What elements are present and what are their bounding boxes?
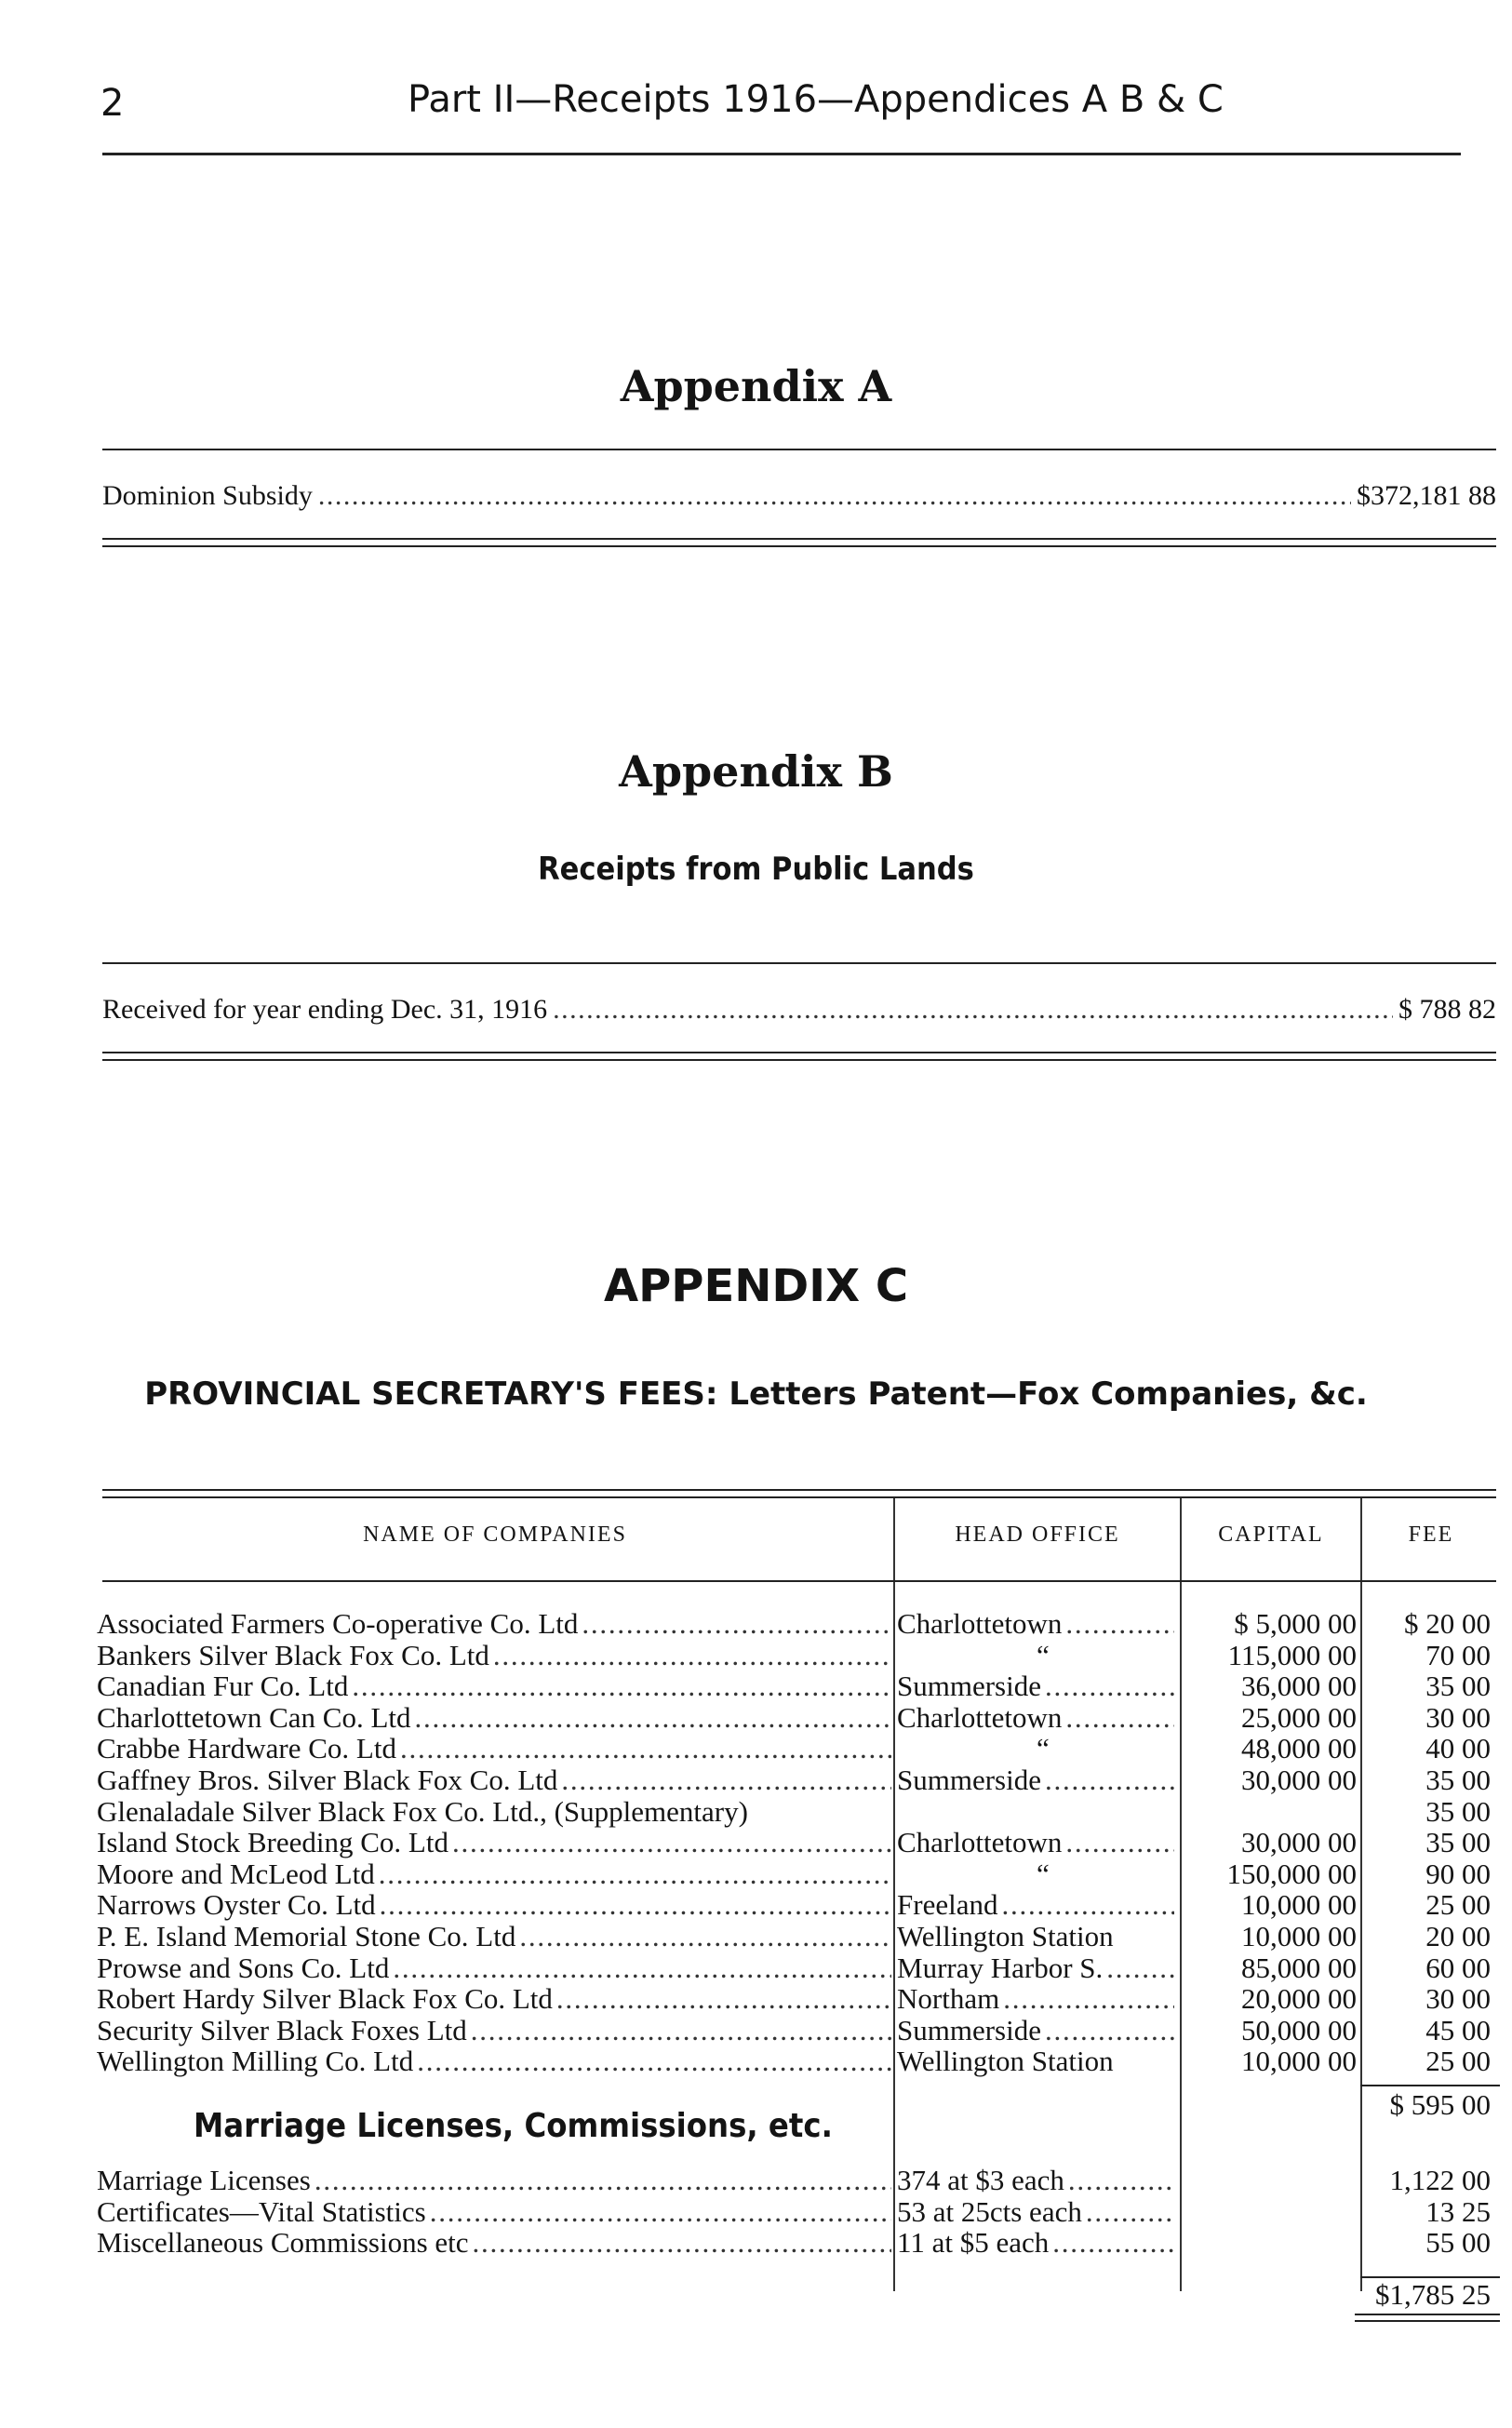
head-office: “ <box>1037 1639 1050 1671</box>
company-name-cell <box>97 2046 893 2077</box>
head-office-cell <box>897 1640 1176 1671</box>
appendix-b-top-rule <box>102 962 1496 964</box>
fee: 45 00 <box>1425 2014 1491 2046</box>
public-lands-label: Received for year ending Dec. 31, 1916 <box>102 994 548 1025</box>
head-office: Summerside <box>897 2014 1041 2046</box>
company-name-cell <box>97 1733 893 1764</box>
head-office-cell <box>897 1796 1176 1828</box>
dominion-subsidy-label: Dominion Subsidy <box>102 480 313 511</box>
subtotal-rule <box>1360 2085 1500 2086</box>
head-office-cell <box>897 2046 1176 2077</box>
company-name-cell <box>97 1827 893 1858</box>
quantity: 11 at $5 each <box>897 2226 1050 2259</box>
company-name-cell <box>97 1952 893 1984</box>
appendix-c-subtitle: PROVINCIAL SECRETARY'S FEES: Letters Patent—Fox Companies, &c. <box>144 1375 1368 1413</box>
item-name: Certificates—Vital Statistics <box>97 2195 426 2228</box>
head-office-cell <box>897 1670 1176 1702</box>
head-office: Summerside <box>897 1764 1041 1796</box>
appendix-b-double-rule <box>102 1052 1496 1061</box>
fee: 35 00 <box>1425 1670 1491 1702</box>
capital: 25,000 00 <box>1241 1701 1357 1734</box>
quantity-cell <box>897 2227 1176 2259</box>
capital: 150,000 00 <box>1226 1858 1357 1890</box>
leader-dots <box>1052 2227 1174 2259</box>
head-office-cell <box>897 1827 1176 1858</box>
quantity-cell <box>897 2196 1176 2228</box>
public-lands-row <box>102 994 1496 1026</box>
capital: 10,000 00 <box>1241 2045 1357 2077</box>
leader-dots <box>379 1858 891 1890</box>
company-name: Crabbe Hardware Co. Ltd <box>97 1732 396 1764</box>
leader-dots <box>380 1889 891 1921</box>
head-office: Freeland <box>897 1888 998 1921</box>
leader-dots <box>561 1764 891 1796</box>
capital: 115,000 00 <box>1227 1639 1357 1671</box>
column-header-capital: CAPITAL <box>1218 1523 1324 1547</box>
fee: 90 00 <box>1425 1858 1491 1890</box>
leader-dots <box>556 1983 891 2015</box>
column-header-office: HEAD OFFICE <box>955 1523 1120 1547</box>
total-double-rule <box>1355 2314 1500 2322</box>
leader-dots <box>1003 1983 1174 2015</box>
running-title: Part II—Receipts 1916—Appendices A B & C <box>408 78 1224 121</box>
item-name-cell <box>97 2227 893 2259</box>
appendix-c-title: APPENDIX C <box>603 1260 909 1312</box>
fee: 30 00 <box>1425 1701 1491 1734</box>
leader-dots <box>1045 1764 1174 1796</box>
leader-dots <box>519 1921 891 1952</box>
head-office: Wellington Station <box>897 1920 1114 1952</box>
head-office-cell <box>897 2015 1176 2046</box>
item-name: Miscellaneous Commissions etc <box>97 2226 469 2259</box>
leader-dots <box>1045 1670 1174 1702</box>
company-name-cell <box>97 1764 893 1796</box>
capital: 20,000 00 <box>1241 1982 1357 2015</box>
capital: 85,000 00 <box>1241 1952 1357 1984</box>
item-name: Marriage Licenses <box>97 2164 311 2196</box>
appendix-b-subtitle: Receipts from Public Lands <box>538 851 974 888</box>
company-name: P. E. Island Memorial Stone Co. Ltd <box>97 1920 516 1952</box>
capital: 48,000 00 <box>1241 1732 1357 1764</box>
company-name: Robert Hardy Silver Black Fox Co. Ltd <box>97 1982 553 2015</box>
company-name: Canadian Fur Co. Ltd <box>97 1670 349 1702</box>
leader-dots <box>1065 1608 1174 1640</box>
public-lands-amount: $ 788 82 <box>1398 994 1496 1025</box>
fee: 35 00 <box>1425 1826 1491 1858</box>
column-divider-office <box>893 1498 895 2291</box>
capital: 30,000 00 <box>1241 1764 1357 1796</box>
leader-dots <box>1065 1702 1174 1734</box>
fee: $ 20 00 <box>1404 1607 1491 1640</box>
column-header-name: NAME OF COMPANIES <box>363 1523 627 1547</box>
leader-dots <box>582 1608 891 1640</box>
leader-dots <box>400 1733 891 1764</box>
capital: 30,000 00 <box>1241 1826 1357 1858</box>
fee: 25 00 <box>1425 2045 1491 2077</box>
appendix-a-title: Appendix A <box>620 361 892 411</box>
column-divider-capital <box>1180 1498 1182 2291</box>
fees-subtotal: $ 595 00 <box>1389 2088 1491 2121</box>
leader-dots <box>415 1702 891 1734</box>
appendix-b-title: Appendix B <box>619 746 893 797</box>
head-office: Wellington Station <box>897 2045 1114 2077</box>
fee: 60 00 <box>1425 1952 1491 1984</box>
head-office-cell <box>897 1983 1176 2015</box>
head-office: Charlottetown <box>897 1607 1063 1640</box>
company-name-cell <box>97 1702 893 1734</box>
head-office: “ <box>1037 1732 1050 1764</box>
column-divider-fee <box>1360 1498 1362 2291</box>
leader-dots <box>1106 1952 1174 1984</box>
head-office: Summerside <box>897 1670 1041 1702</box>
head-office-cell <box>897 1608 1176 1640</box>
fee: 13 25 <box>1425 2195 1491 2228</box>
leader-dots <box>473 2227 891 2259</box>
fee: 30 00 <box>1425 1982 1491 2015</box>
company-name: Narrows Oyster Co. Ltd <box>97 1888 376 1921</box>
fee: 55 00 <box>1425 2226 1491 2259</box>
company-name: Security Silver Black Foxes Ltd <box>97 2014 467 2046</box>
head-office: Northam <box>897 1982 1000 2015</box>
company-name-cell <box>97 1640 893 1671</box>
fee: 35 00 <box>1425 1764 1491 1796</box>
leader-dots <box>417 2046 891 2077</box>
item-name-cell <box>97 2196 893 2228</box>
company-name-cell <box>97 1921 893 1952</box>
company-name-cell <box>97 1670 893 1702</box>
marriage-heading: Marriage Licenses, Commissions, etc. <box>194 2107 833 2145</box>
leader-dots <box>1068 2165 1174 2196</box>
company-name: Associated Farmers Co-operative Co. Ltd <box>97 1607 579 1640</box>
capital: 10,000 00 <box>1241 1888 1357 1921</box>
company-name: Prowse and Sons Co. Ltd <box>97 1952 390 1984</box>
leader-dots <box>1086 2196 1174 2228</box>
fee: 70 00 <box>1425 1639 1491 1671</box>
head-office: Murray Harbor S. <box>897 1952 1104 1984</box>
company-name: Island Stock Breeding Co. Ltd <box>97 1826 448 1858</box>
company-name-cell <box>97 1983 893 2015</box>
leader-dots <box>1001 1889 1174 1921</box>
capital: 36,000 00 <box>1241 1670 1357 1702</box>
leader-dots <box>493 1640 891 1671</box>
company-name-cell <box>97 1889 893 1921</box>
column-header-fee: FEE <box>1408 1523 1454 1547</box>
capital: 10,000 00 <box>1241 1920 1357 1952</box>
company-name: Charlottetown Can Co. Ltd <box>97 1701 411 1734</box>
leader-dots <box>352 1670 891 1702</box>
dominion-subsidy-amount: $372,181 88 <box>1357 480 1496 511</box>
company-name: Wellington Milling Co. Ltd <box>97 2045 414 2077</box>
page-number: 2 <box>100 82 125 125</box>
header-rule <box>102 153 1461 155</box>
item-name-cell <box>97 2165 893 2196</box>
capital <box>1184 1796 1357 1828</box>
company-name-cell <box>97 1608 893 1640</box>
leader-dots <box>452 1827 891 1858</box>
head-office-cell <box>897 1858 1176 1890</box>
leader-dots <box>1065 1827 1174 1858</box>
fee: 35 00 <box>1425 1795 1491 1828</box>
appendix-a-top-rule <box>102 449 1496 450</box>
quantity: 374 at $3 each <box>897 2164 1064 2196</box>
head-office: Charlottetown <box>897 1826 1063 1858</box>
head-office-cell <box>897 1764 1176 1796</box>
leader-dots <box>430 2196 891 2228</box>
leader-dots <box>314 2165 891 2196</box>
company-name: Glenaladale Silver Black Fox Co. Ltd., (Supplementary) <box>97 1795 748 1828</box>
leader-dots <box>393 1952 891 1984</box>
company-name: Bankers Silver Black Fox Co. Ltd <box>97 1639 489 1671</box>
fee: 20 00 <box>1425 1920 1491 1952</box>
head-office-cell <box>897 1952 1176 1984</box>
leader-dots <box>1045 2015 1174 2046</box>
table-top-double-rule <box>102 1489 1496 1498</box>
leader-dots <box>471 2015 891 2046</box>
head-office-cell <box>897 1702 1176 1734</box>
head-office: Charlottetown <box>897 1701 1063 1734</box>
leader-dots <box>553 994 1393 1026</box>
company-name: Gaffney Bros. Silver Black Fox Co. Ltd <box>97 1764 558 1796</box>
column-header-rule <box>102 1580 1496 1582</box>
quantity: 53 at 25cts each <box>897 2195 1082 2228</box>
company-name-cell <box>97 2015 893 2046</box>
head-office: “ <box>1037 1858 1050 1890</box>
company-name-cell <box>97 1858 893 1890</box>
head-office-cell <box>897 1921 1176 1952</box>
capital: $ 5,000 00 <box>1234 1607 1357 1640</box>
leader-dots <box>318 480 1351 512</box>
grand-total: $1,785 25 <box>1375 2278 1491 2311</box>
fee: 40 00 <box>1425 1732 1491 1764</box>
appendix-a-double-rule <box>102 538 1496 547</box>
dominion-subsidy-row <box>102 480 1496 512</box>
company-name: Moore and McLeod Ltd <box>97 1858 375 1890</box>
fee: 1,122 00 <box>1389 2164 1491 2196</box>
quantity-cell <box>897 2165 1176 2196</box>
head-office-cell <box>897 1733 1176 1764</box>
company-name-cell <box>97 1796 893 1828</box>
fee: 25 00 <box>1425 1888 1491 1921</box>
capital: 50,000 00 <box>1241 2014 1357 2046</box>
head-office-cell <box>897 1889 1176 1921</box>
